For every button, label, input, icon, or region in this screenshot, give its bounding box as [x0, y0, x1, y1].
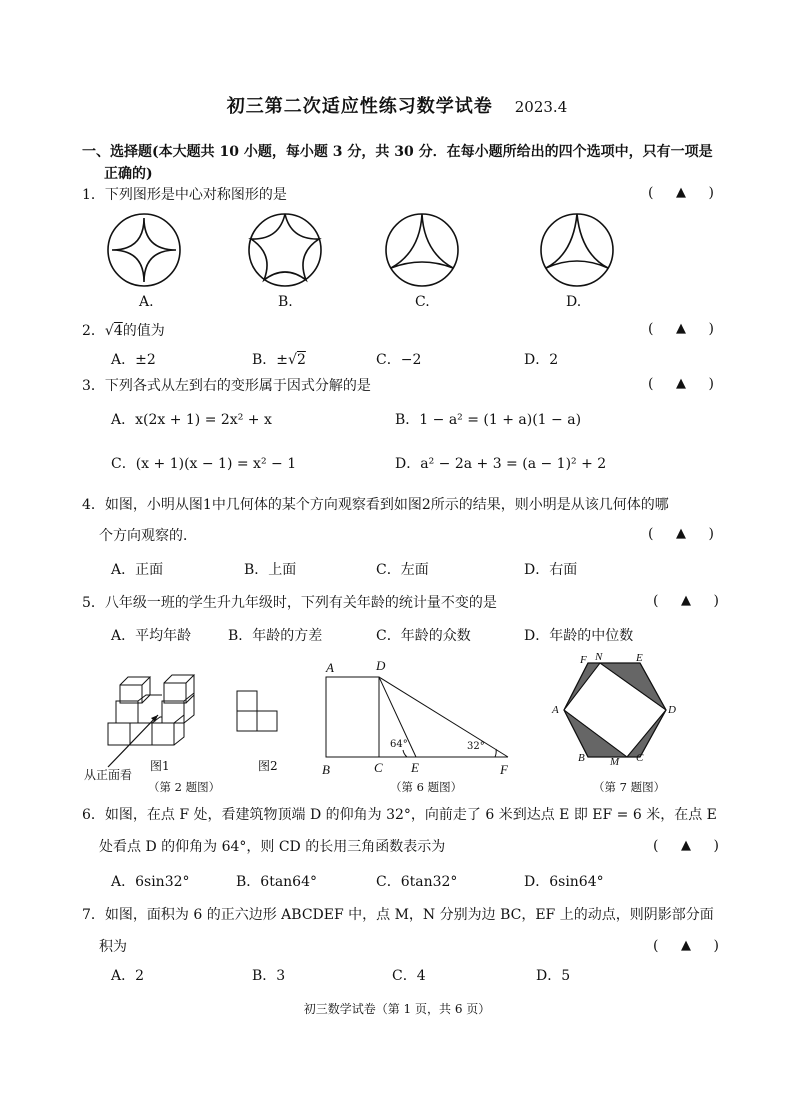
q6-line1: 6．如图，在点 F 处，看建筑物顶端 D 的仰角为 32°，向前走了 6 米到达点 E 即 EF = 6 米，在点 E — [82, 807, 717, 823]
triangle-icon: ▲ — [676, 376, 686, 391]
paren-close: ) — [708, 376, 714, 392]
q7-option-a[interactable]: A．2 — [111, 968, 145, 984]
q3-option-b[interactable]: B．1 − a² = (1 + a)(1 − a) — [395, 412, 582, 428]
fig6-label-d: D — [376, 658, 386, 673]
q7-option-b[interactable]: B．3 — [252, 968, 286, 984]
fig7-label-a: A — [552, 704, 559, 716]
fig7-label-b: B — [578, 752, 585, 764]
fig7-label-d: D — [668, 704, 676, 716]
q2-stem — [82, 320, 165, 342]
title-text: 初三第二次适应性练习数学试卷 — [226, 96, 493, 117]
fig6-label-c: C — [374, 760, 383, 775]
q2-option-c[interactable]: C．−2 — [376, 352, 422, 368]
q5-answer-slot[interactable] — [653, 593, 719, 609]
fig6-angle-f: 32° — [467, 741, 485, 752]
paren-open: ( — [648, 376, 654, 392]
q4-top-view-figure — [236, 690, 282, 736]
q5-option-c[interactable]: C．年龄的众数 — [376, 628, 471, 644]
q1-figure-d — [539, 212, 615, 288]
fig6-angle-e: 64° — [390, 739, 408, 750]
q5-stem: 5．八年级一班的学生升九年级时，下列有关年龄的统计量不变的是 — [82, 595, 497, 611]
q1-figure-c — [384, 212, 460, 288]
q3-option-a[interactable]: A．x(2x + 1) = 2x² + x — [111, 412, 272, 428]
q7-line2: 积为 — [99, 939, 127, 955]
paren-open: ( — [648, 526, 654, 542]
q7-line1: 7．如图，面积为 6 的正六边形 ABCDEF 中，点 M，N 分别为边 BC，EF 上的动点，则阴影部分面 — [82, 907, 714, 923]
q4-option-a[interactable]: A．正面 — [111, 562, 164, 578]
q4-answer-slot[interactable] — [648, 526, 714, 542]
fig7-label-f: F — [580, 654, 587, 666]
q4-line1: 4．如图，小明从图1中几何体的某个方向观察看到如图2所示的结果，则小明是从该几何体的哪 — [82, 497, 669, 513]
q4-option-d[interactable]: D．右面 — [524, 562, 578, 578]
fig6-label-e: E — [411, 760, 419, 775]
page-title — [0, 92, 794, 118]
q5-option-d[interactable]: D．年龄的中位数 — [524, 628, 634, 644]
q1-option-c[interactable]: C. — [415, 294, 430, 310]
paren-open: ( — [653, 838, 659, 854]
q2-option-d[interactable]: D．2 — [524, 352, 559, 368]
q2-option-b-radicand: 2 — [296, 352, 306, 368]
q1-stem: 1．下列图形是中心对称图形的是 — [82, 187, 287, 203]
fig2-label: 图2 — [258, 759, 278, 773]
paren-close: ) — [713, 838, 719, 854]
fig7-label-c: C — [636, 752, 644, 764]
q5-option-b[interactable]: B．年龄的方差 — [228, 628, 323, 644]
paren-close: ) — [713, 593, 719, 609]
triangle-icon: ▲ — [681, 938, 691, 953]
q1-option-a[interactable]: A. — [139, 294, 154, 310]
triangle-icon: ▲ — [676, 185, 686, 200]
page-footer: 初三数学试卷（第 1 页，共 6 页） — [303, 1002, 491, 1016]
q1-option-b[interactable]: B. — [278, 294, 293, 310]
paren-open: ( — [648, 185, 654, 201]
q3-option-d[interactable]: D．a² − 2a + 3 = (a − 1)² + 2 — [395, 456, 607, 472]
q2-answer-slot[interactable] — [648, 321, 714, 337]
q4-line2: 个方向观察的． — [99, 528, 197, 544]
q6-option-b[interactable]: B．6tan64° — [236, 874, 317, 890]
paren-close: ) — [713, 938, 719, 954]
q5-option-a[interactable]: A．平均年龄 — [111, 628, 192, 644]
fig6-label-f: F — [500, 762, 508, 777]
paren-open: ( — [653, 593, 659, 609]
triangle-icon: ▲ — [681, 838, 691, 853]
paren-close: ) — [708, 185, 714, 201]
paren-open: ( — [653, 938, 659, 954]
q6-line2: 处看点 D 的仰角为 64°，则 CD 的长用三角函数表示为 — [99, 839, 446, 855]
sqrt-icon: √ — [288, 352, 297, 368]
fig2-caption: （第 2 题图） — [148, 780, 221, 794]
q2-option-b[interactable] — [252, 350, 306, 370]
paren-close: ) — [708, 526, 714, 542]
triangle-icon: ▲ — [676, 526, 686, 541]
q1-option-d[interactable]: D. — [566, 294, 582, 310]
fig7-caption: （第 7 题图） — [593, 780, 666, 794]
front-view-label: 从正面看 — [84, 768, 133, 782]
q1-answer-slot[interactable] — [648, 185, 714, 201]
q3-answer-slot[interactable] — [648, 376, 714, 392]
q7-answer-slot[interactable] — [653, 938, 719, 954]
fig7-label-e: E — [636, 652, 643, 664]
q3-option-c[interactable]: C．(x + 1)(x − 1) = x² − 1 — [111, 456, 297, 472]
fig6-label-b: B — [322, 762, 330, 777]
triangle-icon: ▲ — [676, 321, 686, 336]
q1-figure-a — [106, 212, 182, 288]
fig6-label-a: A — [326, 660, 334, 675]
q6-answer-slot[interactable] — [653, 838, 719, 854]
q6-option-d[interactable]: D．6sin64° — [524, 874, 604, 890]
q2-option-a[interactable]: A．±2 — [111, 352, 156, 368]
paren-close: ) — [708, 321, 714, 337]
paren-open: ( — [648, 321, 654, 337]
q6-option-a[interactable]: A．6sin32° — [111, 874, 190, 890]
section-header-line1: 一、选择题(本大题共 10 小题，每小题 3 分，共 30 分．在每小题所给出的四个选项中，只有一项是 — [82, 144, 713, 160]
q7-option-d[interactable]: D．5 — [536, 968, 571, 984]
triangle-icon: ▲ — [681, 593, 691, 608]
q4-option-b[interactable]: B．上面 — [244, 562, 297, 578]
q2-stem-suffix: 的值为 — [122, 323, 165, 339]
q6-triangle-figure — [318, 660, 518, 770]
fig7-label-n: N — [595, 651, 603, 663]
fig7-label-m: M — [610, 756, 620, 768]
q6-option-c[interactable]: C．6tan32° — [376, 874, 458, 890]
q4-option-c[interactable]: C．左面 — [376, 562, 429, 578]
sqrt-icon: √ — [104, 323, 114, 339]
q7-option-c[interactable]: C．4 — [392, 968, 426, 984]
q3-stem: 3．下列各式从左到右的变形属于因式分解的是 — [82, 378, 371, 394]
q2-radicand: 4 — [113, 323, 123, 339]
exam-date: 2023.4 — [514, 98, 568, 116]
q2-stem-prefix: 2． — [82, 323, 105, 339]
section-header-line2: 正确的) — [104, 166, 153, 182]
fig1-label: 图1 — [150, 759, 170, 773]
q1-figure-b — [247, 212, 323, 288]
fig6-caption: （第 6 题图） — [390, 780, 463, 794]
q2-option-b-prefix: B．± — [252, 352, 289, 368]
